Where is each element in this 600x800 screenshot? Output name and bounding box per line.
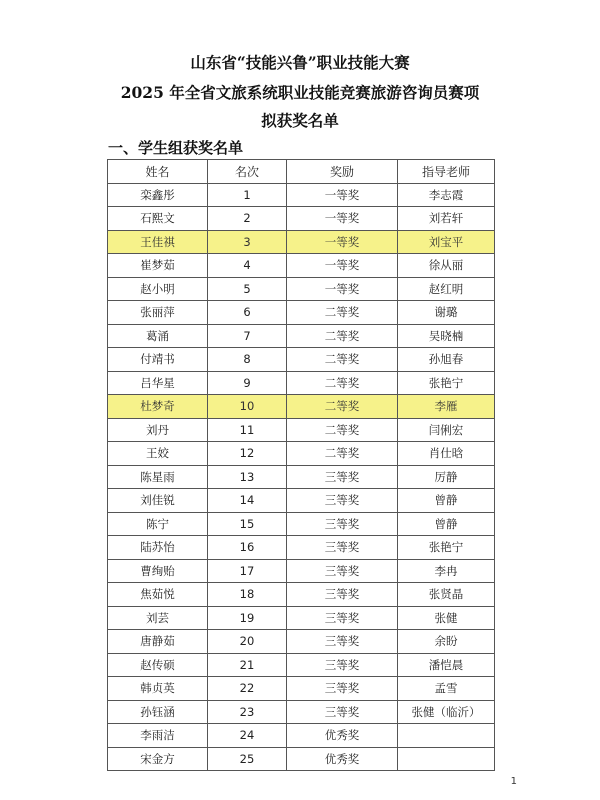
cell-name: 刘丹 <box>108 418 208 442</box>
cell-name: 赵传硕 <box>108 653 208 677</box>
cell-teacher: 刘宝平 <box>398 230 495 254</box>
cell-name: 刘佳锐 <box>108 489 208 513</box>
header-teacher: 指导老师 <box>398 160 495 184</box>
cell-rank: 9 <box>208 371 287 395</box>
cell-name: 王姣 <box>108 442 208 466</box>
cell-name: 吕华星 <box>108 371 208 395</box>
cell-award: 二等奖 <box>287 301 398 325</box>
table-row <box>108 442 495 466</box>
cell-name: 韩贞英 <box>108 677 208 701</box>
cell-name: 石熙文 <box>108 207 208 231</box>
cell-teacher: 孙旭春 <box>398 348 495 372</box>
cell-rank: 4 <box>208 254 287 278</box>
cell-teacher: 刘若轩 <box>398 207 495 231</box>
cell-teacher: 谢璐 <box>398 301 495 325</box>
cell-teacher: 张艳宁 <box>398 371 495 395</box>
table-row <box>108 724 495 748</box>
header-rank: 名次 <box>208 160 287 184</box>
cell-teacher: 李冉 <box>398 559 495 583</box>
cell-award: 三等奖 <box>287 512 398 536</box>
cell-award: 二等奖 <box>287 442 398 466</box>
cell-award: 三等奖 <box>287 583 398 607</box>
cell-teacher: 潘恺晨 <box>398 653 495 677</box>
table-row <box>108 489 495 513</box>
table-row <box>108 465 495 489</box>
cell-award: 二等奖 <box>287 371 398 395</box>
cell-rank: 19 <box>208 606 287 630</box>
cell-teacher: 曾静 <box>398 512 495 536</box>
table-header-row <box>108 160 495 184</box>
table-row <box>108 653 495 677</box>
cell-rank: 11 <box>208 418 287 442</box>
cell-teacher: 肖仕晗 <box>398 442 495 466</box>
cell-name: 崔梦茹 <box>108 254 208 278</box>
cell-rank: 13 <box>208 465 287 489</box>
header-award: 奖励 <box>287 160 398 184</box>
cell-teacher <box>398 747 495 771</box>
table-row <box>108 747 495 771</box>
cell-award: 三等奖 <box>287 630 398 654</box>
cell-rank: 21 <box>208 653 287 677</box>
cell-teacher: 张健（临沂） <box>398 700 495 724</box>
table-body <box>108 183 495 771</box>
table-row <box>108 277 495 301</box>
cell-rank: 15 <box>208 512 287 536</box>
award-table <box>107 159 495 771</box>
cell-award: 三等奖 <box>287 653 398 677</box>
cell-rank: 2 <box>208 207 287 231</box>
cell-award: 三等奖 <box>287 536 398 560</box>
document-title-line-2: 2025 年全省文旅系统职业技能竞赛旅游咨询员赛项 <box>120 83 480 102</box>
table-row <box>108 395 495 419</box>
table-row <box>108 301 495 325</box>
cell-rank: 24 <box>208 724 287 748</box>
cell-rank: 20 <box>208 630 287 654</box>
cell-name: 宋金方 <box>108 747 208 771</box>
cell-rank: 7 <box>208 324 287 348</box>
cell-name: 陈星雨 <box>108 465 208 489</box>
table-row <box>108 536 495 560</box>
cell-name: 王佳祺 <box>108 230 208 254</box>
section-heading: 一、学生组获奖名单 <box>108 139 244 157</box>
cell-name: 付靖书 <box>108 348 208 372</box>
cell-rank: 22 <box>208 677 287 701</box>
table-row <box>108 559 495 583</box>
cell-name: 李雨洁 <box>108 724 208 748</box>
table-row <box>108 348 495 372</box>
cell-award: 二等奖 <box>287 324 398 348</box>
cell-teacher: 曾静 <box>398 489 495 513</box>
cell-name: 曹绚贻 <box>108 559 208 583</box>
cell-rank: 1 <box>208 183 287 207</box>
cell-teacher: 赵红明 <box>398 277 495 301</box>
table-row <box>108 583 495 607</box>
cell-rank: 10 <box>208 395 287 419</box>
cell-teacher <box>398 724 495 748</box>
table-row <box>108 418 495 442</box>
cell-rank: 8 <box>208 348 287 372</box>
cell-rank: 5 <box>208 277 287 301</box>
table-row <box>108 254 495 278</box>
table-row <box>108 630 495 654</box>
cell-name: 孙钰涵 <box>108 700 208 724</box>
document-title-line-3: 拟获奖名单 <box>261 111 339 130</box>
cell-rank: 23 <box>208 700 287 724</box>
cell-name: 焦茹悦 <box>108 583 208 607</box>
cell-teacher: 张艳宁 <box>398 536 495 560</box>
cell-name: 唐静茹 <box>108 630 208 654</box>
cell-teacher: 厉静 <box>398 465 495 489</box>
cell-teacher: 余盼 <box>398 630 495 654</box>
cell-rank: 3 <box>208 230 287 254</box>
document-title-line-1: 山东省“技能兴鲁”职业技能大赛 <box>190 53 410 72</box>
cell-award: 三等奖 <box>287 606 398 630</box>
cell-teacher: 孟雪 <box>398 677 495 701</box>
cell-rank: 18 <box>208 583 287 607</box>
table-row <box>108 677 495 701</box>
table-row <box>108 371 495 395</box>
table-row <box>108 324 495 348</box>
table-row <box>108 207 495 231</box>
cell-name: 栾鑫彤 <box>108 183 208 207</box>
table-row <box>108 700 495 724</box>
cell-award: 一等奖 <box>287 183 398 207</box>
cell-award: 三等奖 <box>287 677 398 701</box>
cell-award: 一等奖 <box>287 207 398 231</box>
table-row <box>108 183 495 207</box>
table-row <box>108 512 495 536</box>
cell-rank: 17 <box>208 559 287 583</box>
cell-name: 刘芸 <box>108 606 208 630</box>
cell-teacher: 李雁 <box>398 395 495 419</box>
cell-name: 陆苏怡 <box>108 536 208 560</box>
cell-teacher: 张贤晶 <box>398 583 495 607</box>
cell-name: 赵小明 <box>108 277 208 301</box>
cell-name: 葛涌 <box>108 324 208 348</box>
cell-award: 一等奖 <box>287 277 398 301</box>
cell-award: 二等奖 <box>287 395 398 419</box>
cell-rank: 16 <box>208 536 287 560</box>
cell-rank: 14 <box>208 489 287 513</box>
cell-award: 一等奖 <box>287 230 398 254</box>
cell-award: 三等奖 <box>287 465 398 489</box>
cell-award: 三等奖 <box>287 559 398 583</box>
cell-rank: 6 <box>208 301 287 325</box>
cell-award: 一等奖 <box>287 254 398 278</box>
table-row <box>108 606 495 630</box>
header-name: 姓名 <box>108 160 208 184</box>
cell-teacher: 吴晓楠 <box>398 324 495 348</box>
cell-teacher: 闫俐宏 <box>398 418 495 442</box>
cell-teacher: 张健 <box>398 606 495 630</box>
cell-name: 张丽萍 <box>108 301 208 325</box>
cell-rank: 25 <box>208 747 287 771</box>
cell-award: 三等奖 <box>287 700 398 724</box>
cell-name: 陈宁 <box>108 512 208 536</box>
cell-award: 三等奖 <box>287 489 398 513</box>
cell-award: 优秀奖 <box>287 747 398 771</box>
page-number: 1 <box>510 776 517 787</box>
cell-award: 二等奖 <box>287 418 398 442</box>
cell-teacher: 李志霞 <box>398 183 495 207</box>
cell-name: 杜梦奇 <box>108 395 208 419</box>
cell-award: 二等奖 <box>287 348 398 372</box>
cell-rank: 12 <box>208 442 287 466</box>
cell-teacher: 徐从丽 <box>398 254 495 278</box>
table-row <box>108 230 495 254</box>
cell-award: 优秀奖 <box>287 724 398 748</box>
